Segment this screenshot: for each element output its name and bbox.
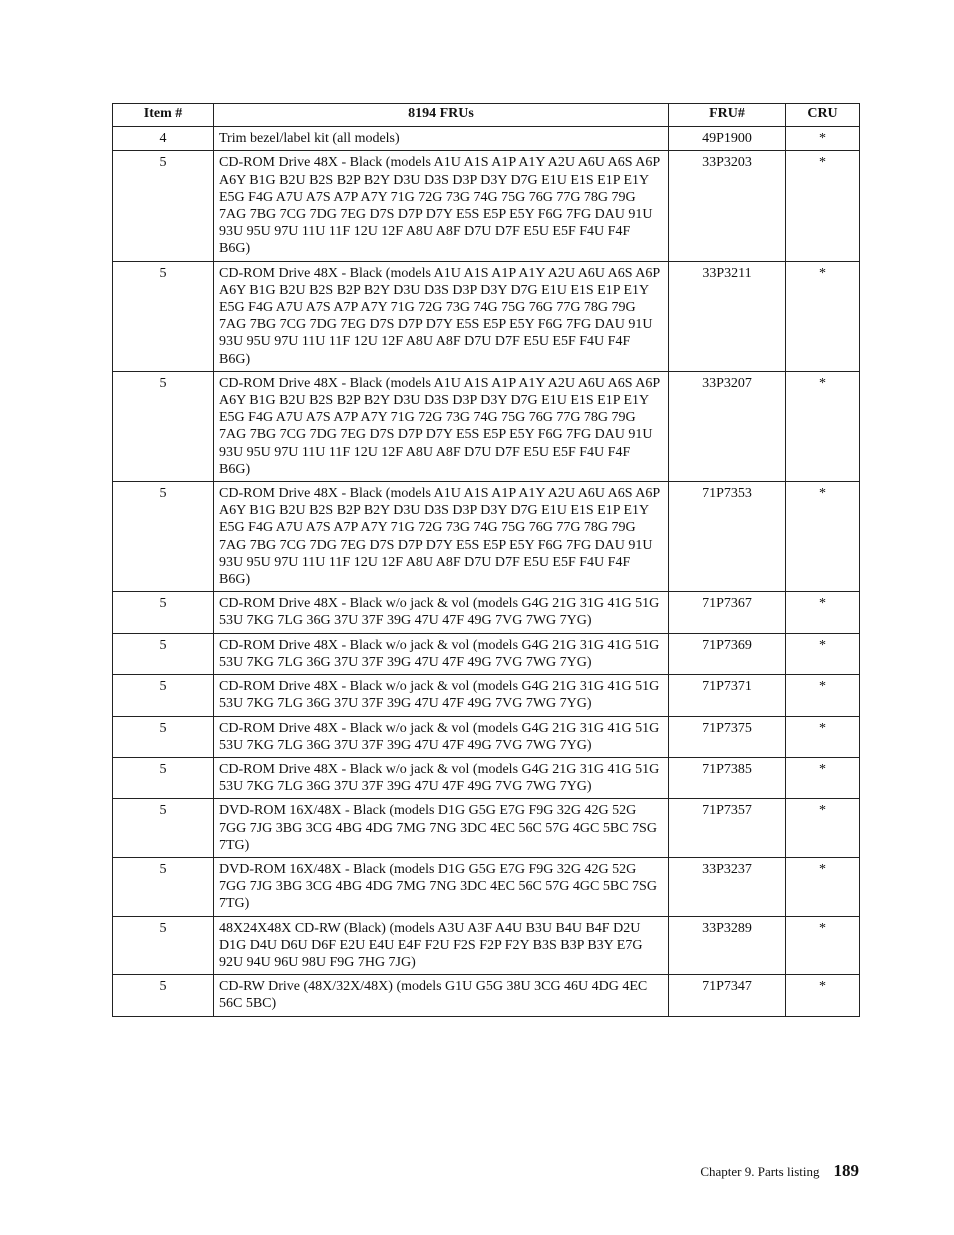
cru-mark: *: [786, 716, 860, 757]
table-row: [113, 482, 860, 592]
item-number: 5: [113, 757, 214, 798]
table-row: [113, 127, 860, 151]
part-description: CD-ROM Drive 48X - Black (models A1U A1S A1P A1Y A2U A6U A6S A6P A6Y B1G B2U B2S B2P B2Y D3U D3S D3P D3Y D7G E1U E1S E1P E1Y E5G F4G A7U A7S A7P A7Y 71G 72G 73G 74G 75G 76G 77G 78G 79G 7AG 7BG 7CG 7DG 7EG D7S D7P D7Y E5S E5P E5Y F6G 7FG DAU 91U 93U 95U 97U 11U 11F 12U 12F A8U A8F D7U D7F E5U E5F F4U F4F B6G): [214, 371, 669, 481]
table-row: [113, 261, 860, 371]
page-footer: [700, 1161, 859, 1181]
cru-mark: *: [786, 482, 860, 592]
part-description: CD-RW Drive (48X/32X/48X) (models G1U G5G 38U 3CG 46U 4DG 4EC 56C 5BC): [214, 975, 669, 1016]
cru-mark: *: [786, 371, 860, 481]
part-description: CD-ROM Drive 48X - Black (models A1U A1S A1P A1Y A2U A6U A6S A6P A6Y B1G B2U B2S B2P B2Y D3U D3S D3P D3Y D7G E1U E1S E1P E1Y E5G F4G A7U A7S A7P A7Y 71G 72G 73G 74G 75G 76G 77G 78G 79G 7AG 7BG 7CG 7DG 7EG D7S D7P D7Y E5S E5P E5Y F6G 7FG DAU 91U 93U 95U 97U 11U 11F 12U 12F A8U A8F D7U D7F E5U E5F F4U F4F B6G): [214, 261, 669, 371]
part-description: CD-ROM Drive 48X - Black w/o jack & vol (models G4G 21G 31G 41G 51G 53U 7KG 7LG 36G 37U 37F 39G 47U 47F 49G 7VG 7WG 7YG): [214, 675, 669, 716]
item-number: 5: [113, 716, 214, 757]
fru-number: 71P7357: [669, 799, 786, 858]
fru-number: 49P1900: [669, 127, 786, 151]
cru-mark: *: [786, 127, 860, 151]
fru-number: 71P7385: [669, 757, 786, 798]
table-row: [113, 975, 860, 1016]
header-cru: CRU: [786, 104, 860, 127]
table-row: [113, 675, 860, 716]
cru-mark: *: [786, 916, 860, 975]
chapter-title: Chapter 9. Parts listing: [700, 1164, 820, 1179]
table-row: [113, 371, 860, 481]
item-number: 5: [113, 261, 214, 371]
part-description: CD-ROM Drive 48X - Black (models A1U A1S A1P A1Y A2U A6U A6S A6P A6Y B1G B2U B2S B2P B2Y D3U D3S D3P D3Y D7G E1U E1S E1P E1Y E5G F4G A7U A7S A7P A7Y 71G 72G 73G 74G 75G 76G 77G 78G 79G 7AG 7BG 7CG 7DG 7EG D7S D7P D7Y E5S E5P E5Y F6G 7FG DAU 91U 93U 95U 97U 11U 11F 12U 12F A8U A8F D7U D7F E5U E5F F4U F4F B6G): [214, 482, 669, 592]
item-number: 5: [113, 151, 214, 261]
cru-mark: *: [786, 675, 860, 716]
fru-number: 71P7371: [669, 675, 786, 716]
fru-number: 71P7347: [669, 975, 786, 1016]
item-number: 5: [113, 482, 214, 592]
table-row: [113, 633, 860, 674]
table-row: [113, 916, 860, 975]
parts-table: [112, 103, 860, 1017]
fru-number: 71P7353: [669, 482, 786, 592]
item-number: 5: [113, 371, 214, 481]
cru-mark: *: [786, 757, 860, 798]
header-fru: FRU#: [669, 104, 786, 127]
part-description: DVD-ROM 16X/48X - Black (models D1G G5G E7G F9G 32G 42G 52G 7GG 7JG 3BG 3CG 4BG 4DG 7MG 7NG 3DC 4EC 56C 57G 4GC 5BC 7SG 7TG): [214, 799, 669, 858]
item-number: 5: [113, 592, 214, 633]
item-number: 5: [113, 675, 214, 716]
fru-number: 71P7375: [669, 716, 786, 757]
part-description: DVD-ROM 16X/48X - Black (models D1G G5G E7G F9G 32G 42G 52G 7GG 7JG 3BG 3CG 4BG 4DG 7MG 7NG 3DC 4EC 56C 57G 4GC 5BC 7SG 7TG): [214, 857, 669, 916]
part-description: 48X24X48X CD-RW (Black) (models A3U A3F A4U B3U B4U B4F D2U D1G D4U D6U D6F E2U E4U E4F F2U F2S F2P F2Y B3S B3P B3Y E7G 92U 94U 96U 98U F9G 7HG 7JG): [214, 916, 669, 975]
table-row: [113, 799, 860, 858]
fru-number: 71P7369: [669, 633, 786, 674]
fru-number: 33P3211: [669, 261, 786, 371]
table-row: [113, 151, 860, 261]
item-number: 5: [113, 857, 214, 916]
part-description: CD-ROM Drive 48X - Black (models A1U A1S A1P A1Y A2U A6U A6S A6P A6Y B1G B2U B2S B2P B2Y D3U D3S D3P D3Y D7G E1U E1S E1P E1Y E5G F4G A7U A7S A7P A7Y 71G 72G 73G 74G 75G 76G 77G 78G 79G 7AG 7BG 7CG 7DG 7EG D7S D7P D7Y E5S E5P E5Y F6G 7FG DAU 91U 93U 95U 97U 11U 11F 12U 12F A8U A8F D7U D7F E5U E5F F4U F4F B6G): [214, 151, 669, 261]
part-description: CD-ROM Drive 48X - Black w/o jack & vol (models G4G 21G 31G 41G 51G 53U 7KG 7LG 36G 37U 37F 39G 47U 47F 49G 7VG 7WG 7YG): [214, 592, 669, 633]
part-description: CD-ROM Drive 48X - Black w/o jack & vol (models G4G 21G 31G 41G 51G 53U 7KG 7LG 36G 37U 37F 39G 47U 47F 49G 7VG 7WG 7YG): [214, 716, 669, 757]
part-description: Trim bezel/label kit (all models): [214, 127, 669, 151]
part-description: CD-ROM Drive 48X - Black w/o jack & vol (models G4G 21G 31G 41G 51G 53U 7KG 7LG 36G 37U 37F 39G 47U 47F 49G 7VG 7WG 7YG): [214, 757, 669, 798]
fru-number: 33P3289: [669, 916, 786, 975]
fru-number: 33P3203: [669, 151, 786, 261]
table-row: [113, 757, 860, 798]
cru-mark: *: [786, 857, 860, 916]
table-row: [113, 716, 860, 757]
fru-number: 33P3207: [669, 371, 786, 481]
table-row: [113, 857, 860, 916]
item-number: 5: [113, 975, 214, 1016]
item-number: 4: [113, 127, 214, 151]
item-number: 5: [113, 633, 214, 674]
header-item: Item #: [113, 104, 214, 127]
cru-mark: *: [786, 799, 860, 858]
cru-mark: *: [786, 975, 860, 1016]
page-number: 189: [833, 1161, 859, 1180]
cru-mark: *: [786, 151, 860, 261]
part-description: CD-ROM Drive 48X - Black w/o jack & vol (models G4G 21G 31G 41G 51G 53U 7KG 7LG 36G 37U 37F 39G 47U 47F 49G 7VG 7WG 7YG): [214, 633, 669, 674]
cru-mark: *: [786, 592, 860, 633]
fru-number: 71P7367: [669, 592, 786, 633]
item-number: 5: [113, 916, 214, 975]
cru-mark: *: [786, 633, 860, 674]
fru-number: 33P3237: [669, 857, 786, 916]
item-number: 5: [113, 799, 214, 858]
table-row: [113, 592, 860, 633]
header-description: 8194 FRUs: [214, 104, 669, 127]
cru-mark: *: [786, 261, 860, 371]
table-header-row: [113, 104, 860, 127]
